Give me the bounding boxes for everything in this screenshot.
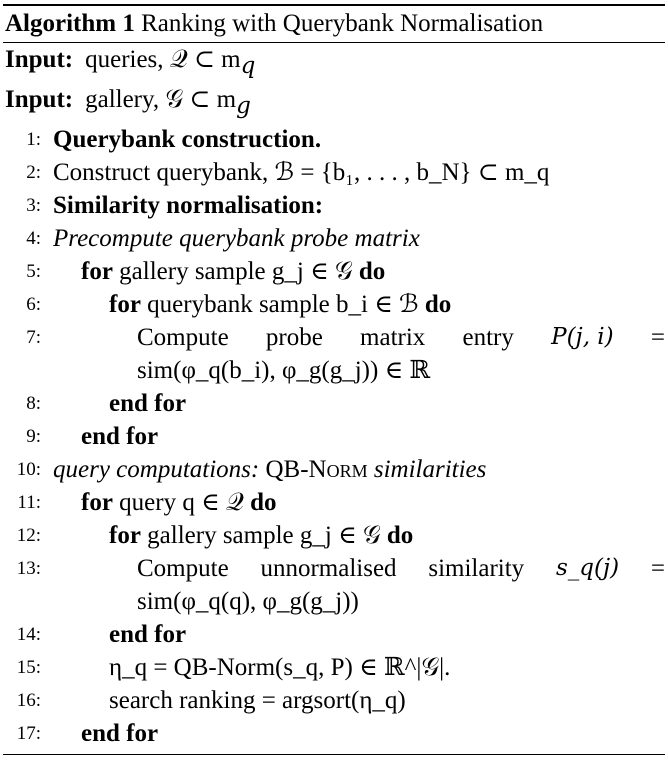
method-name: QB-Norm [265,456,368,483]
algo-line-5 [3,255,665,288]
algo-line-3 [3,189,665,222]
algo-line-8 [3,387,665,420]
algo-line-7 [3,321,665,354]
line-text: end for [81,423,159,450]
line-number: 15: [16,657,41,678]
algorithm-caption [3,6,665,42]
line-number: 11: [17,492,41,513]
line-number: 2: [26,162,41,183]
line-text: end for [109,390,187,417]
input-queries [3,43,665,83]
line-number: 17: [16,723,41,744]
word: probe [265,324,323,351]
algo-line-1 [3,123,665,156]
line-text: similarities [373,456,487,483]
algorithm-block [3,4,665,755]
word: unnormalised [260,555,397,582]
word: matrix [360,324,426,351]
line-number: 16: [16,690,41,711]
algo-line-11 [3,486,665,519]
line-text: Similarity normalisation: [53,192,324,219]
keyword-for: for [109,291,141,318]
algo-line-6 [3,288,665,321]
line-text: query q ∈ 𝒬 [119,489,244,516]
line-text: sim(φ_q(q), φ_g(g_j)) [137,588,359,615]
line-number: 9: [26,426,41,447]
math-expression: s_q(j) [555,555,620,581]
line-number: 10: [16,459,41,480]
line-text: Precompute querybank probe matrix [53,225,420,252]
keyword-do: do [424,291,452,318]
line-number: 8: [26,393,41,414]
keyword-for: for [81,489,113,516]
algo-line-13 [3,552,665,585]
algo-line-2 [3,156,665,189]
word: similarity [428,555,525,582]
line-text: end for [81,720,159,747]
line-number: 5: [26,261,41,282]
keyword-for: for [109,522,141,549]
line-text: querybank sample b_i ∈ ℬ [147,291,419,318]
line-number: 7: [26,327,41,348]
line-number: 13: [16,558,41,579]
keyword-do: do [358,258,386,285]
algo-line-17 [3,717,665,750]
keyword-do: do [250,489,277,516]
line-text: gallery sample g_j ∈ 𝒢 [119,258,353,285]
algo-line-10 [3,453,665,486]
input-gallery [3,83,665,123]
line-number: 3: [26,195,41,216]
algo-line-7-cont [3,354,665,387]
line-text: Querybank construction. [53,126,322,153]
input-text: gallery, 𝒢 ⊂ m [85,86,237,113]
algo-line-9 [3,420,665,453]
algorithm-title: Ranking with Querybank Normalisation [141,10,544,37]
input-text: queries, 𝒬 ⊂ m [85,46,241,73]
line-text: sim(φ_q(b_i), φ_g(g_j)) ∈ ℝ [137,357,431,384]
line-text: Construct querybank, ℬ = {b₁, . . . , b_N} ⊂ m_q [53,159,550,186]
algo-line-13-cont [3,585,665,618]
input-label: Input: [5,86,74,113]
line-number: 6: [26,294,41,315]
line-number: 1: [26,129,41,150]
algorithm-label: Algorithm 1 [5,10,135,37]
math-expression: P(j, i) [551,324,614,350]
equals-sign: = [650,324,665,351]
line-number: 4: [26,228,41,249]
input-subscript: q [240,53,256,79]
line-text: end for [109,621,187,648]
line-number: 12: [16,525,41,546]
algo-line-4 [3,222,665,255]
word: entry [462,324,514,351]
keyword-for: for [81,258,113,285]
algo-line-16 [3,684,665,717]
algo-line-15 [3,651,665,684]
line-text: search ranking = argsort(η_q) [109,687,406,714]
input-subscript: g [236,93,251,119]
line-text: η_q = QB-Norm(s_q, P) ∈ ℝ^|𝒢|. [109,654,451,681]
line-text: gallery sample g_j ∈ 𝒢 [147,522,381,549]
algo-line-14 [3,618,665,651]
line-text: query computations: [53,456,260,483]
word: Compute [137,555,229,582]
algo-line-12 [3,519,665,552]
word: Compute [137,324,229,351]
line-number: 14: [16,624,41,645]
equals-sign: = [650,555,665,582]
bottom-rule [3,754,665,755]
input-label: Input: [5,46,74,73]
keyword-do: do [386,522,414,549]
